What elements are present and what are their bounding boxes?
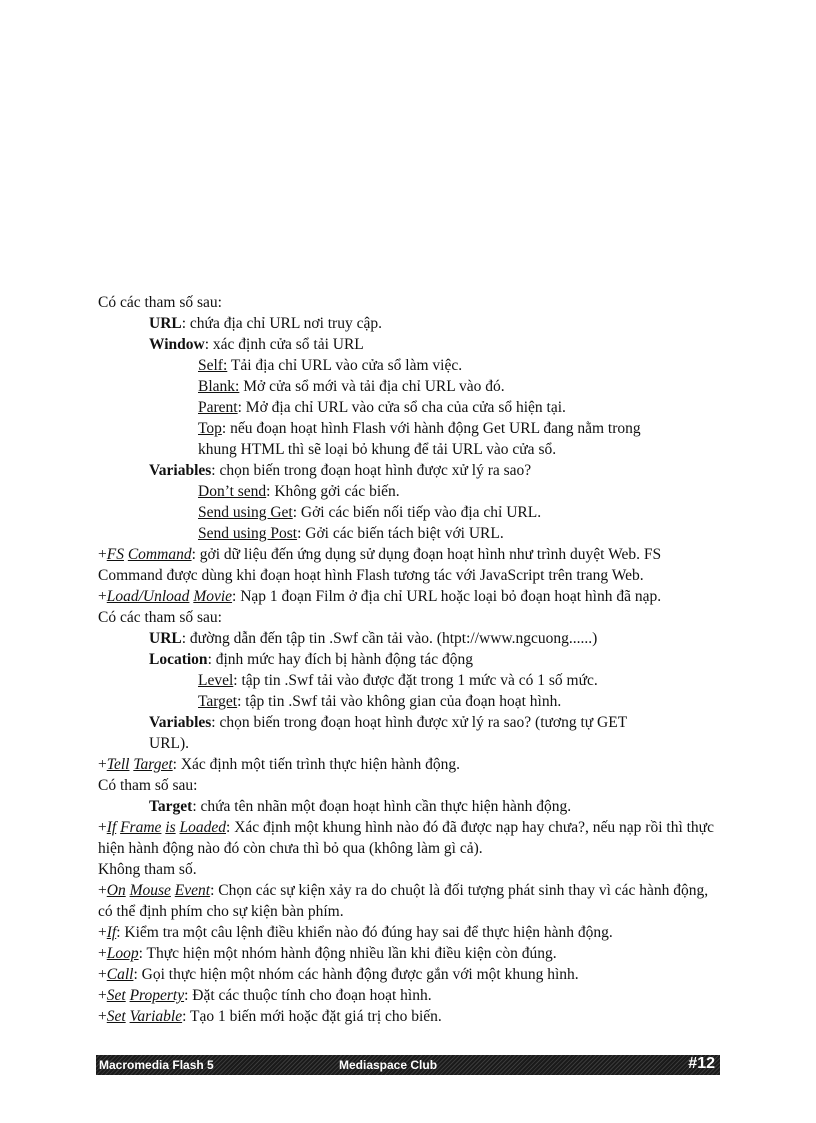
option-level bbox=[98, 670, 723, 691]
option-label: Blank: bbox=[198, 378, 240, 395]
param-label: Variables bbox=[149, 462, 212, 479]
plus-mark: + bbox=[98, 945, 107, 962]
param-label: URL bbox=[149, 630, 182, 647]
action-text: : Xác định một tiến trình thực hiện hành động. bbox=[172, 756, 461, 773]
option-dont-send bbox=[98, 481, 723, 502]
option-text: : tập tin .Swf tải vào được đặt trong 1 mức và có 1 số mức. bbox=[233, 672, 598, 689]
param-text: : chứa tên nhãn một đoạn hoạt hình cần thực hiện hành động. bbox=[192, 798, 572, 815]
param-label: Window bbox=[149, 336, 205, 353]
plus-mark: + bbox=[98, 924, 107, 941]
action-word: If bbox=[106, 924, 117, 941]
action-word: On bbox=[106, 882, 126, 899]
option-text: : Mở địa chỉ URL vào cửa sổ cha của cửa sổ hiện tại. bbox=[237, 399, 566, 416]
action-set-property bbox=[98, 985, 723, 1006]
action-on-mouse-event bbox=[98, 880, 723, 922]
option-text: Mở cửa sổ mới và tải địa chỉ URL vào đó. bbox=[239, 378, 505, 395]
action-word: FS bbox=[106, 546, 124, 563]
option-text: Tải địa chỉ URL vào cửa sổ làm việc. bbox=[227, 357, 463, 374]
action-text: : Tạo 1 biến mới hoặc đặt giá trị cho biến. bbox=[182, 1008, 442, 1025]
paragraph-line bbox=[98, 775, 723, 796]
action-text: : Chọn các sự kiện xảy ra do chuột là đối tượng phát sinh thay vì các hành động, có thể định phím cho sự kiện bàn phím. bbox=[98, 882, 709, 920]
action-text: : Xác định một khung hình nào đó đã được nạp hay chưa?, nếu nạp rồi thì thực hiện hành động nào đó còn chưa thì bỏ qua (không làm gì cả). bbox=[98, 819, 714, 857]
action-tell-target bbox=[98, 754, 723, 775]
param-url-2 bbox=[98, 628, 723, 649]
action-if-frame-loaded bbox=[98, 817, 723, 859]
param-target bbox=[98, 796, 723, 817]
page-body bbox=[98, 292, 723, 1027]
option-label: Target bbox=[198, 693, 238, 710]
option-text: : Không gởi các biến. bbox=[266, 483, 400, 500]
action-call bbox=[98, 964, 723, 985]
param-variables bbox=[98, 460, 723, 481]
option-label: Send using Get bbox=[198, 504, 293, 521]
action-word: Movie bbox=[193, 588, 233, 605]
action-word: Set bbox=[106, 1008, 126, 1025]
option-label: Don’t send bbox=[198, 483, 267, 500]
option-text: : Gởi các biến nối tiếp vào địa chỉ URL. bbox=[292, 504, 542, 521]
param-label: Variables bbox=[149, 714, 212, 731]
option-text: : nếu đoạn hoạt hình Flash với hành động Get URL đang nằm trong bbox=[221, 420, 641, 437]
page-number: #12 bbox=[688, 1055, 715, 1072]
plus-mark: + bbox=[98, 756, 107, 773]
param-text: : đường dẫn đến tập tin .Swf cần tải vào. (htpt://www.ngcuong......) bbox=[181, 630, 598, 647]
page-footer bbox=[96, 1055, 720, 1075]
param-text: : định mức hay đích bị hành động tác động bbox=[207, 651, 473, 668]
action-load-unload bbox=[98, 586, 723, 607]
option-send-post bbox=[98, 523, 723, 544]
option-label: Top bbox=[198, 420, 222, 437]
param-text: : chứa địa chỉ URL nơi truy cập. bbox=[181, 315, 382, 332]
param-text: : chọn biến trong đoạn hoạt hình được xử lý ra sao? bbox=[211, 462, 532, 479]
action-text: : gởi dữ liệu đến ứng dụng sử dụng đoạn hoạt hình như trình duyệt Web. FS Command được dùng khi đoạn hoạt hình Flash tương tác với JavaScript trên trang Web. bbox=[98, 546, 662, 584]
plus-mark: + bbox=[98, 987, 107, 1004]
action-word: Target bbox=[133, 756, 173, 773]
text: khung HTML thì sẽ loại bỏ khung để tải URL vào cửa sổ. bbox=[198, 441, 557, 458]
option-blank bbox=[98, 376, 723, 397]
param-window bbox=[98, 334, 723, 355]
action-set-variable bbox=[98, 1006, 723, 1027]
action-word: Tell bbox=[106, 756, 130, 773]
action-word: Frame bbox=[120, 819, 162, 836]
action-if bbox=[98, 922, 723, 943]
action-fs-command bbox=[98, 544, 723, 586]
text: Có tham số sau: bbox=[98, 777, 198, 794]
option-label: Parent bbox=[198, 399, 238, 416]
action-loop bbox=[98, 943, 723, 964]
param-text: : xác định cửa sổ tải URL bbox=[204, 336, 364, 353]
paragraph-line bbox=[98, 859, 723, 880]
param-variables-2 bbox=[98, 712, 723, 733]
action-text: : Gọi thực hiện một nhóm các hành động được gắn với một khung hình. bbox=[133, 966, 579, 983]
footer-title: Macromedia Flash 5 bbox=[99, 1058, 214, 1072]
text: Không tham số. bbox=[98, 861, 197, 878]
paragraph-line bbox=[98, 292, 723, 313]
param-label: URL bbox=[149, 315, 182, 332]
text: URL). bbox=[149, 735, 190, 752]
option-label: Send using Post bbox=[198, 525, 298, 542]
action-word: Event bbox=[174, 882, 211, 899]
plus-mark: + bbox=[98, 819, 107, 836]
param-text: : chọn biến trong đoạn hoạt hình được xử lý ra sao? (tương tự GET bbox=[211, 714, 628, 731]
action-text: : Nạp 1 đoạn Film ở địa chỉ URL hoặc loại bỏ đoạn hoạt hình đã nạp. bbox=[232, 588, 662, 605]
action-word: Variable bbox=[129, 1008, 183, 1025]
plus-mark: + bbox=[98, 966, 107, 983]
action-text: : Thực hiện một nhóm hành động nhiều lần khi điều kiện còn đúng. bbox=[138, 945, 557, 962]
action-word: If bbox=[106, 819, 117, 836]
plus-mark: + bbox=[98, 588, 107, 605]
action-word: Set bbox=[106, 987, 126, 1004]
action-text: : Đặt các thuộc tính cho đoạn hoạt hình. bbox=[184, 987, 432, 1004]
param-location bbox=[98, 649, 723, 670]
option-parent bbox=[98, 397, 723, 418]
plus-mark: + bbox=[98, 882, 107, 899]
action-word: Mouse bbox=[129, 882, 171, 899]
plus-mark: + bbox=[98, 546, 107, 563]
param-url bbox=[98, 313, 723, 334]
option-target bbox=[98, 691, 723, 712]
option-label: Level bbox=[198, 672, 234, 689]
action-word: Loop bbox=[106, 945, 139, 962]
footer-club: Mediaspace Club bbox=[339, 1058, 438, 1072]
text: Có các tham số sau: bbox=[98, 294, 222, 311]
option-text: : Gởi các biến tách biệt với URL. bbox=[297, 525, 504, 542]
option-top bbox=[98, 418, 723, 439]
action-word: Loaded bbox=[179, 819, 227, 836]
action-word: Call bbox=[106, 966, 134, 983]
param-label: Target bbox=[149, 798, 193, 815]
option-text: : tập tin .Swf tải vào không gian của đoạn hoạt hình. bbox=[237, 693, 562, 710]
plus-mark: + bbox=[98, 1008, 107, 1025]
option-self bbox=[98, 355, 723, 376]
action-word: is bbox=[165, 819, 176, 836]
option-label: Self: bbox=[198, 357, 228, 374]
action-word: Property bbox=[129, 987, 185, 1004]
action-text: : Kiểm tra một câu lệnh điều khiển nào đó đúng hay sai để thực hiện hành động. bbox=[116, 924, 613, 941]
action-word: Command bbox=[127, 546, 192, 563]
param-label: Location bbox=[149, 651, 208, 668]
param-variables-2-cont bbox=[98, 733, 723, 754]
option-top-cont bbox=[98, 439, 723, 460]
paragraph-line bbox=[98, 607, 723, 628]
text: Có các tham số sau: bbox=[98, 609, 222, 626]
option-send-get bbox=[98, 502, 723, 523]
action-word: Load/Unload bbox=[106, 588, 190, 605]
